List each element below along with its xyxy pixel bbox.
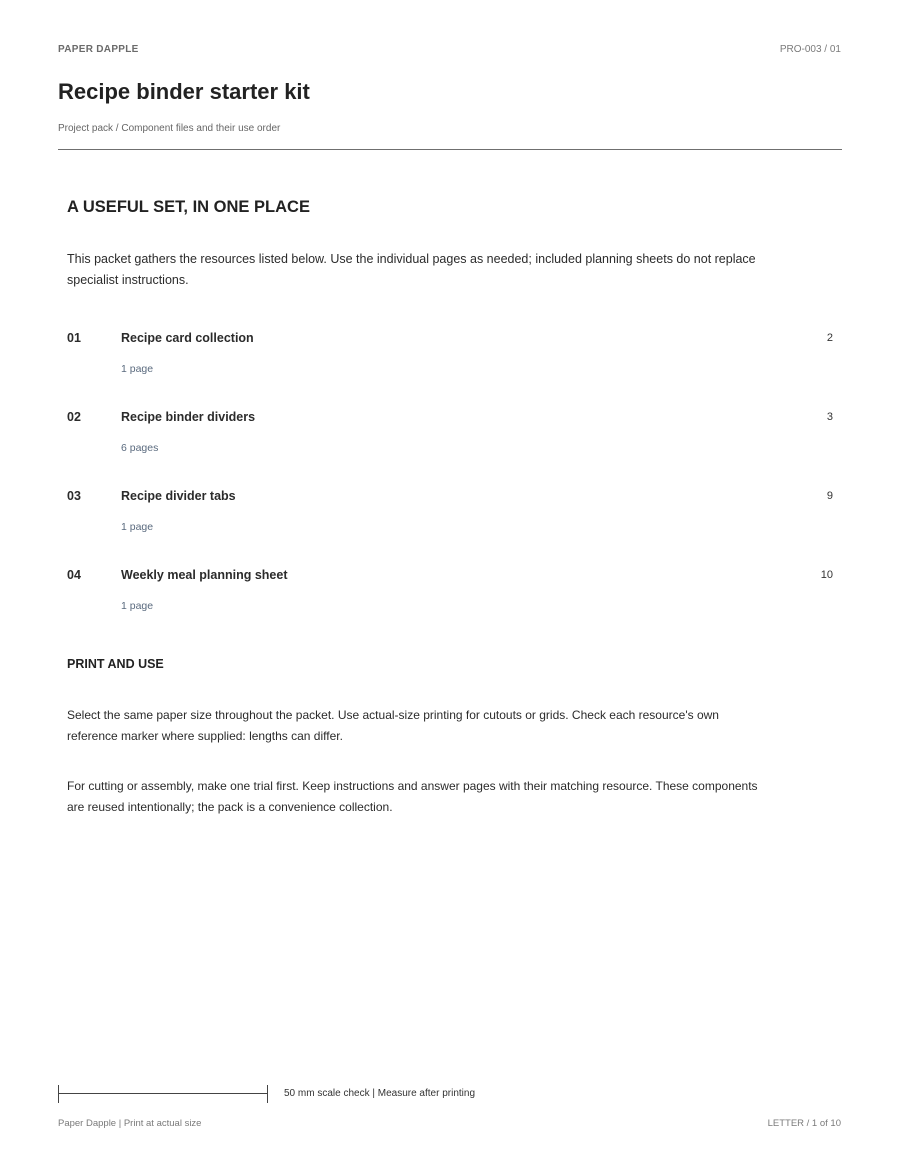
print-paragraph: For cutting or assembly, make one trial first. Keep instructions and answer pages with their matching resource. These components are reused intentionally; the pack is a convenience collection. — [67, 779, 758, 814]
contents-item-page-count: 1 page — [121, 363, 154, 375]
contents-item — [67, 330, 833, 409]
contents-item-page: 9 — [826, 490, 833, 502]
scale-bar-tick — [267, 1085, 268, 1103]
contents-item-page-count: 1 page — [121, 521, 154, 533]
intro-heading: A USEFUL SET, IN ONE PLACE — [67, 198, 310, 216]
contents-item-number: 04 — [67, 568, 81, 582]
print-paragraph: Select the same paper size throughout the packet. Use actual-size printing for cutouts or grids. Check each resource's own reference marker where supplied: lengths can differ. — [67, 708, 719, 743]
contents-item-page: 10 — [820, 569, 833, 581]
contents-item-page: 2 — [826, 332, 833, 344]
page-subtitle: Project pack / Component files and their use order — [58, 123, 281, 134]
scale-bar-tick — [58, 1085, 59, 1103]
footer-page-number: LETTER / 1 of 10 — [767, 1118, 841, 1129]
contents-item-name: Recipe card collection — [121, 331, 254, 345]
contents-item-page: 3 — [826, 411, 833, 423]
contents-item — [67, 567, 833, 646]
document-code: PRO-003 / 01 — [779, 44, 841, 55]
intro-text: This packet gathers the resources listed below. Use the individual pages as needed; included planning sheets do not replace specialist instructions. — [67, 252, 756, 287]
contents-item — [67, 409, 833, 488]
contents-item-number: 03 — [67, 489, 81, 503]
scale-check-label: 50 mm scale check | Measure after printing — [284, 1088, 476, 1099]
brand-name: PAPER DAPPLE — [58, 44, 139, 55]
contents-item-page-count: 6 pages — [121, 442, 159, 454]
contents-list — [67, 330, 833, 646]
footer-note: Paper Dapple | Print at actual size — [58, 1118, 202, 1129]
contents-item-name: Recipe binder dividers — [121, 410, 256, 424]
page-title: Recipe binder starter kit — [58, 79, 310, 104]
contents-item-name: Recipe divider tabs — [121, 489, 236, 503]
contents-item-number: 01 — [67, 331, 81, 345]
contents-item — [67, 488, 833, 567]
print-heading: PRINT AND USE — [67, 657, 164, 671]
contents-item-page-count: 1 page — [121, 600, 154, 612]
scale-bar — [58, 1085, 268, 1103]
contents-item-number: 02 — [67, 410, 81, 424]
scale-bar-line — [58, 1093, 268, 1094]
contents-item-name: Weekly meal planning sheet — [121, 568, 288, 582]
header-divider — [58, 149, 842, 150]
